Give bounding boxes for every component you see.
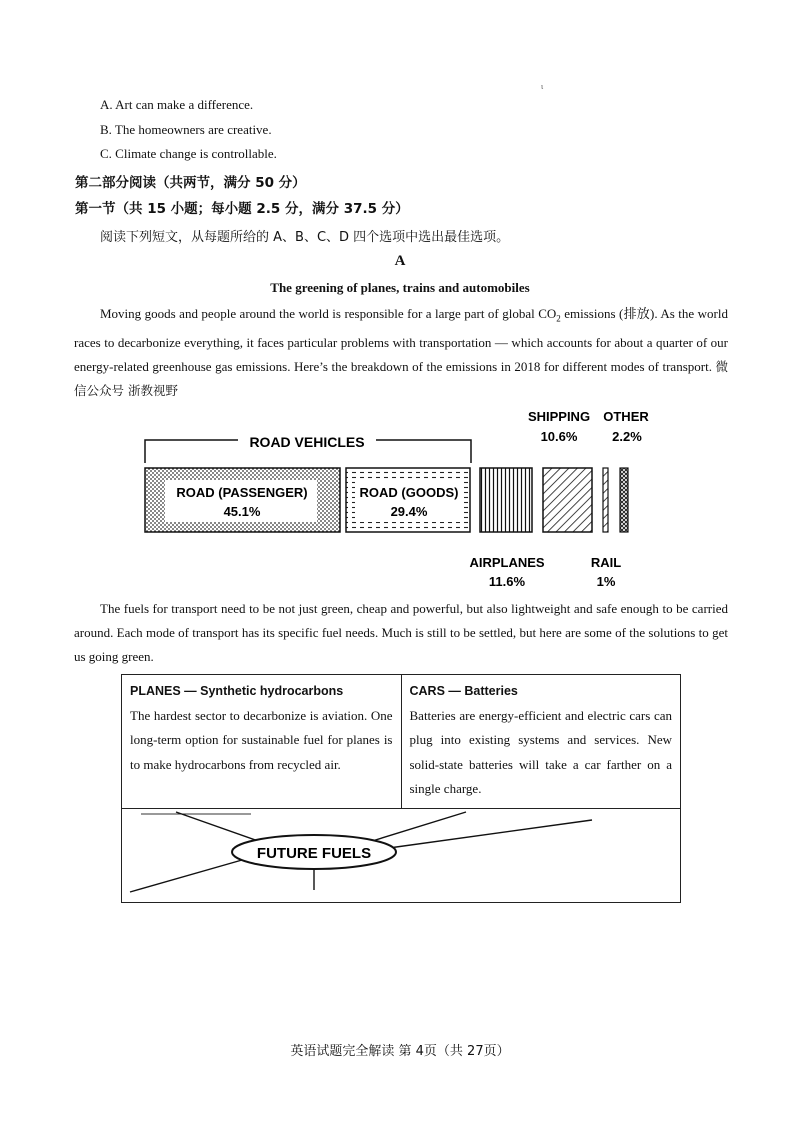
paragraph-1-part-b: emissions (排放). As the world races to decarbonize everything, it faces particular problems with transportation — which accounts for about a quarter of our energy-related greenhouse gas emissions. Here’s the breakdown of the emissions in 2018 for different modes of transport. — [74, 306, 728, 374]
spoke-top-left — [176, 812, 261, 842]
value-shipping: 10.6% — [540, 429, 578, 444]
spoke-top-right — [369, 812, 466, 842]
passage-letter: A — [394, 253, 406, 269]
option-c: C. Climate change is controllable. — [100, 146, 277, 161]
spoke-bottom-left — [130, 858, 249, 892]
planes-body: The hardest sector to decarbonize is aviation. One long-term option for sustainable fuel for planes is to make hydrocarbons from recycled air. — [130, 707, 393, 772]
part-heading: 第二部分阅读（共两节，满分 50 分） — [75, 175, 306, 191]
future-fuels-table — [121, 674, 681, 809]
road-bracket-left — [145, 440, 238, 463]
future-fuels-diagram — [121, 806, 681, 903]
passage-title: The greening of planes, trains and automobiles — [270, 280, 530, 295]
value-airplanes: 11.6% — [488, 574, 526, 589]
road-bracket-right — [376, 440, 471, 463]
spoke-right — [389, 820, 592, 848]
value-road-passenger: 45.1% — [223, 504, 261, 519]
label-other: OTHER — [603, 409, 649, 424]
planes-heading: PLANES — Synthetic hydrocarbons — [130, 684, 344, 698]
paragraph-2-text: The fuels for transport need to be not just green, cheap and powerful, but also lightweight and safe enough to be carried around. Each mode of transport has its specific fuel needs. Much is still to be settled, but here are some of the solutions to get us going green. — [74, 601, 728, 664]
page-footer: 英语试题完全解读 第 4页（共 27页） — [290, 1044, 510, 1059]
sub-heading: 第一节（共 15 小题；每小题 2.5 分，满分 37.5 分） — [75, 201, 409, 217]
value-other: 2.2% — [612, 429, 642, 444]
planes-cell — [122, 675, 402, 809]
bar-shipping — [543, 468, 592, 532]
emissions-chart — [0, 400, 800, 600]
co2-subscript: 2 — [556, 313, 561, 324]
bar-other — [620, 468, 628, 532]
stray-mark: ι — [541, 82, 544, 91]
option-b: B. The homeowners are creative. — [100, 122, 272, 137]
paragraph-1 — [74, 302, 728, 403]
label-airplanes: AIRPLANES — [469, 555, 545, 570]
paragraph-2 — [74, 597, 728, 669]
paragraph-1-part-a: Moving goods and people around the world is responsible for a large part of global CO — [100, 306, 557, 321]
bar-rail — [603, 468, 608, 532]
cars-body: Batteries are energy-efficient and electric cars can plug into existing systems and services. New solid-state batteries will take a car farther on a single charge. — [409, 707, 672, 796]
bar-airplanes — [480, 468, 532, 532]
label-rail: RAIL — [590, 555, 622, 570]
label-road-passenger: ROAD (PASSENGER) — [176, 485, 308, 500]
cars-heading: CARS — Batteries — [409, 684, 518, 698]
cars-cell — [401, 675, 681, 809]
instruction: 阅读下列短文，从每题所给的 A、B、C、D 四个选项中选出最佳选项。 — [100, 230, 510, 245]
value-road-goods: 29.4% — [390, 504, 428, 519]
label-shipping: SHIPPING — [527, 409, 591, 424]
wechat-note: 微信公众号 浙教视野 — [74, 358, 728, 398]
future-fuels-label: FUTURE FUELS — [256, 845, 372, 862]
label-road-goods: ROAD (GOODS) — [359, 485, 459, 500]
value-rail: 1% — [596, 574, 616, 589]
option-a: A. Art can make a difference. — [100, 97, 254, 112]
road-vehicles-label: ROAD VEHICLES — [249, 434, 365, 450]
